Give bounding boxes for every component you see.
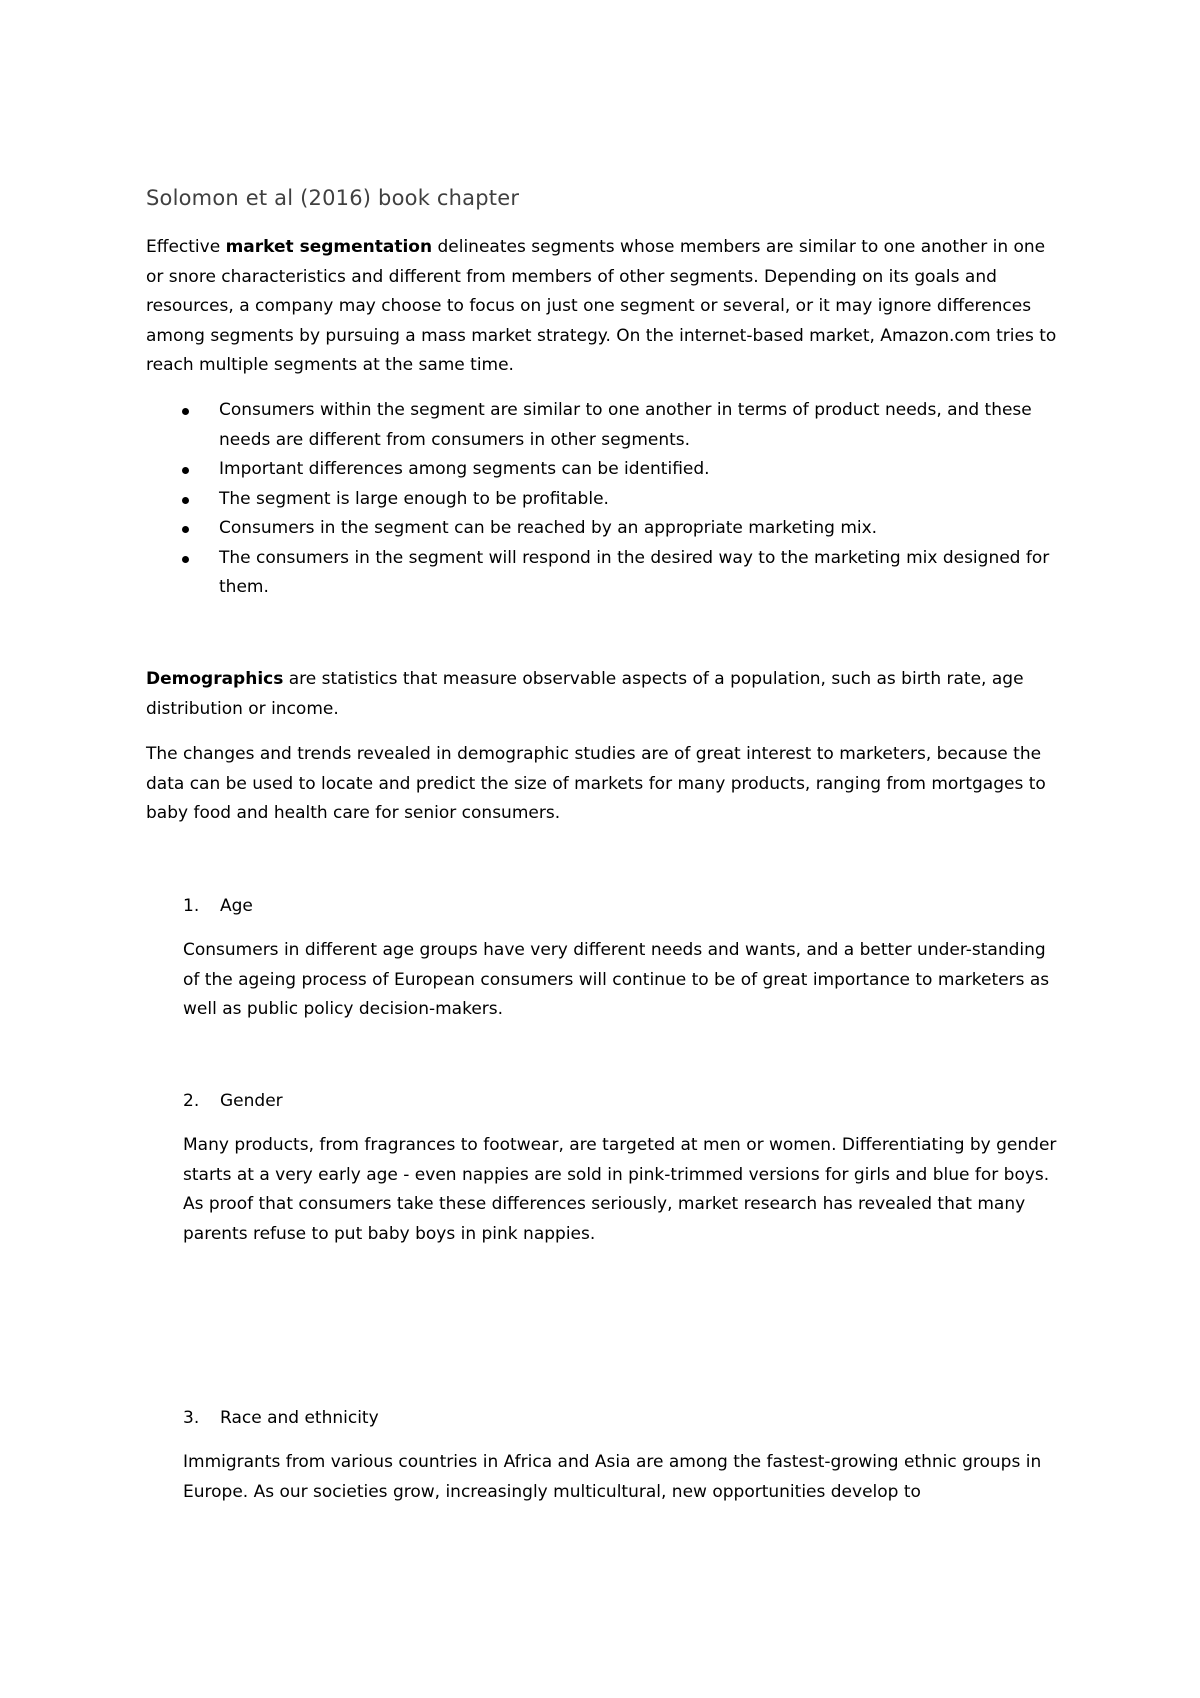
- section-heading-age: [183, 892, 253, 922]
- demographics-term: Demographics: [146, 669, 284, 689]
- list-item-text: Consumers within the segment are similar to one another in terms of product needs, and these needs are different from consumers in other segments.: [219, 400, 1032, 450]
- bullet-icon: [182, 526, 189, 533]
- section-heading-text: Race and ethnicity: [220, 1408, 379, 1428]
- list-item-text: Consumers in the segment can be reached by an appropriate marketing mix.: [219, 518, 878, 538]
- list-item: [146, 455, 1066, 485]
- bullet-icon: [182, 408, 189, 415]
- demographics-paragraph: The changes and trends revealed in demographic studies are of great interest to marketers, because the data can be used to locate and predict the size of markets for many products, ranging from mortgages to baby food and health care for senior consumers.: [146, 744, 1046, 823]
- bullet-icon: [182, 497, 189, 504]
- page-title: Solomon et al (2016) book chapter: [146, 186, 520, 210]
- segmentation-criteria-list: [146, 396, 1066, 603]
- bullet-icon: [182, 467, 189, 474]
- list-item: [146, 544, 1066, 603]
- demographics-definition: [146, 665, 1066, 724]
- list-item: [146, 396, 1066, 455]
- section-heading-text: Gender: [220, 1091, 283, 1111]
- list-item: [146, 514, 1066, 544]
- section-body-age: Consumers in different age groups have very different needs and wants, and a better under-standing of the ageing process of European consumers will continue to be of great importance to marketers as well as public policy decision-makers.: [183, 940, 1050, 1019]
- intro-paragraph: [146, 233, 1066, 381]
- list-item-text: The consumers in the segment will respond in the desired way to the marketing mix designed for them.: [219, 547, 1050, 597]
- list-item-text: Important differences among segments can be identified.: [219, 459, 710, 479]
- section-heading-gender: [183, 1087, 283, 1117]
- demographics-definition-text: are statistics that measure observable aspects of a population, such as birth rate, age distribution or income.: [146, 669, 1024, 719]
- intro-text: delineates segments whose members are similar to one another in one or snore characteristics and different from members of other segments. Depending on its goals and resources, a company may choose to focus on just one segment or several, or it may ignore differences among segments by pursuing a mass market strategy. On the internet-based market, Amazon.com tries to reach multiple segments at the same time.: [146, 237, 1057, 375]
- section-body-gender: Many products, from fragrances to footwear, are targeted at men or women. Differentiating by gender starts at a very early age - even nappies are sold in pink-trimmed versions for girls and blue for boys. As proof that consumers take these differences seriously, market research has revealed that many parents refuse to put baby boys in pink nappies.: [183, 1135, 1057, 1244]
- section-body-race: Immigrants from various countries in Africa and Asia are among the fastest-growing ethnic groups in Europe. As our societies grow, increasingly multicultural, new opportunities develop to: [183, 1452, 1042, 1502]
- bullet-icon: [182, 556, 189, 563]
- list-item: [146, 485, 1066, 515]
- section-heading-race: [183, 1404, 379, 1434]
- section-number: 2.: [183, 1091, 200, 1111]
- intro-lead: Effective: [146, 237, 226, 257]
- section-number: 1.: [183, 896, 200, 916]
- section-number: 3.: [183, 1408, 200, 1428]
- intro-term-market-segmentation: market segmentation: [225, 237, 433, 257]
- list-item-text: The segment is large enough to be profitable.: [219, 488, 609, 509]
- section-heading-text: Age: [220, 896, 253, 916]
